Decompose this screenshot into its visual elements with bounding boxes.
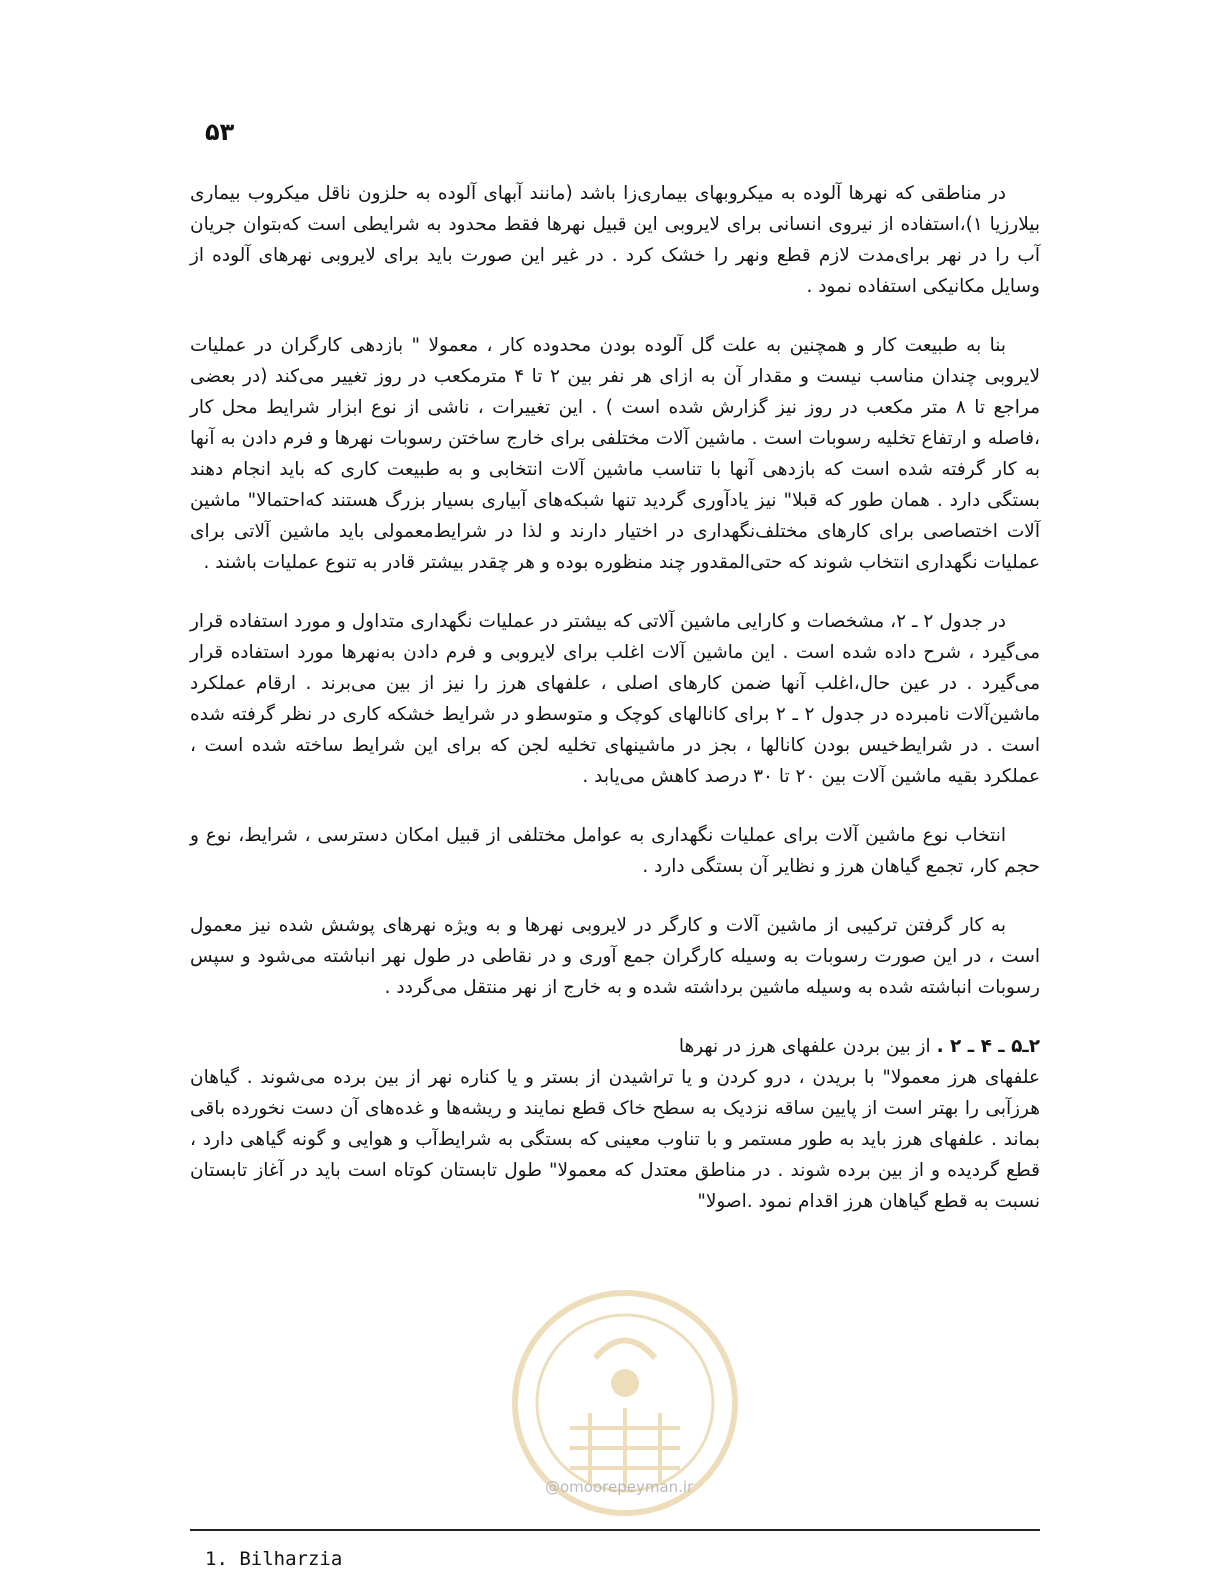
section-heading — [190, 1031, 1040, 1062]
watermark-text: @omoorepeyman.ir — [545, 1478, 694, 1496]
paragraph-5: به کار گرفتن ترکیبی از ماشین آلات و کارگر در لایروبی نهرها و به ویژه نهرهای پوشش شده نیز معمول است ، در این صورت رسوبات به وسیله کارگران جمع آوری و در نقاطی در طول نهر انباشته می‌شود و سپس رسوبات انباشته شده به وسیله ماشین برداشته شده و به خارج از نهر منتقل می‌گردد . — [190, 915, 1040, 998]
section-number: ۲ـ۵ ـ ۴ ـ ۲ . — [936, 1036, 1040, 1057]
footnote: 1. Bilharzia — [205, 1548, 343, 1570]
section-title: از بین بردن علفهای هرز در نهرها — [678, 1036, 931, 1057]
paragraph-4: انتخاب نوع ماشین آلات برای عملیات نگهداری به عوامل مختلفی از قبیل امکان دسترسی ، شرایط، نوع و حجم کار، تجمع گیاهان هرز و نظایر آن بستگی دارد . — [190, 825, 1040, 877]
body-text — [190, 178, 1040, 1217]
paragraph-3: در جدول ۲ ـ ۲، مشخصات و کارایی ماشین آلاتی که بیشتر در عملیات نگهداری متداول و مورد استفاده قرار می‌گیرد ، شرح داده شده است . این ماشین آلات اغلب برای لایروبی و فرم دادن به‌نهرها مورد استفاده قرار می‌گیرد . در عین حال،اغلب آنها ضمن کارهای اصلی ، علفهای هرز را نیز از بین می‌برند . ارقام عملکرد ماشین‌آلات نامبرده در جدول ۲ ـ ۲ برای کانالهای کوچک و متوسط‌و در شرایط خشکه کاری در نظر گرفته شده است . در شرایط‌خیس بودن کانالها ، بجز در ماشینهای تخلیه لجن که برای این شرایط ساخته شده است ، عملکرد بقیه ماشین آلات بین ۲۰ تا ۳۰ درصد کاهش می‌یابد . — [190, 611, 1041, 787]
paragraph-2: بنا به طبیعت کار و همچنین به علت گل آلوده بودن محدوده کار ، معمولا " بازدهی کارگران در عملیات لایروبی چندان مناسب نیست و مقدار آن به ازای هر نفر بین ۲ تا ۴ مترمکعب در روز تغییر می‌کند (در بعضی مراجع تا ۸ متر مکعب در روز نیز گزارش شده است ) . این تغییرات ، ناشی از نوع ابزار شرایط محل کار ،فاصله و ارتفاع تخلیه رسوبات است . ماشین آلات مختلفی برای خارج ساختن رسوبات نهرها و فرم دادن به آنها به کار گرفته شده است که بازدهی آنها با تناسب ماشین آلات انتخابی و به طبیعت کاری که باید انجام دهند بستگی دارد . همان طور که قبلا" نیز یادآوری گردید تنها شبکه‌های آبیاری بسیار بزرگ هستند که‌احتمالا" ماشین آلات اختصاصی برای کارهای مختلف‌نگهداری در اختیار دارند و لذا در شرایط‌معمولی باید ماشین آلاتی برای عملیات نگهداری انتخاب شوند که حتی‌المقدور چند منظوره بوده و هر چقدر بیشتر قادر به تنوع عملیات باشند . — [190, 335, 1040, 573]
page-number: ۵۳ — [205, 118, 235, 146]
footnote-divider — [190, 1529, 1040, 1531]
section-paragraph: علفهای هرز معمولا" با بریدن ، درو کردن و یا تراشیدن از بستر و یا کناره نهر از بین برده می‌شوند . گیاهان هرزآبی را بهتر است از پایین ساقه نزدیک به سطح خاک قطع نمایند و ریشه‌ها و غده‌های آن دست نخورده باقی بماند . علفهای هرز باید به طور مستمر و با تناوب معینی که بستگی به شرایط‌آب و هوایی و گونه گیاهی دارد ، قطع گردیده و از بین برده شوند . در مناطق معتدل که معمولا" طول تابستان کوتاه است باید در آغاز تابستان نسبت به قطع گیاهان هرز اقدام نمود .اصولا" — [190, 1067, 1040, 1212]
paragraph-1: در مناطقی که نهرها آلوده به میکروبهای بیماری‌زا باشد (مانند آبهای آلوده به حلزون ناقل میکروب بیماری بیلارزیا ۱)،استفاده از نیروی انسانی برای لایروبی این قبیل نهرها فقط محدود به شرایطی است که‌بتوان جریان آب را در نهر برای‌مدت لازم قطع ونهر را خشک کرد . در غیر این صورت باید برای لایروبی نهرهای آلوده از وسایل مکانیکی استفاده نمود . — [190, 183, 1040, 297]
